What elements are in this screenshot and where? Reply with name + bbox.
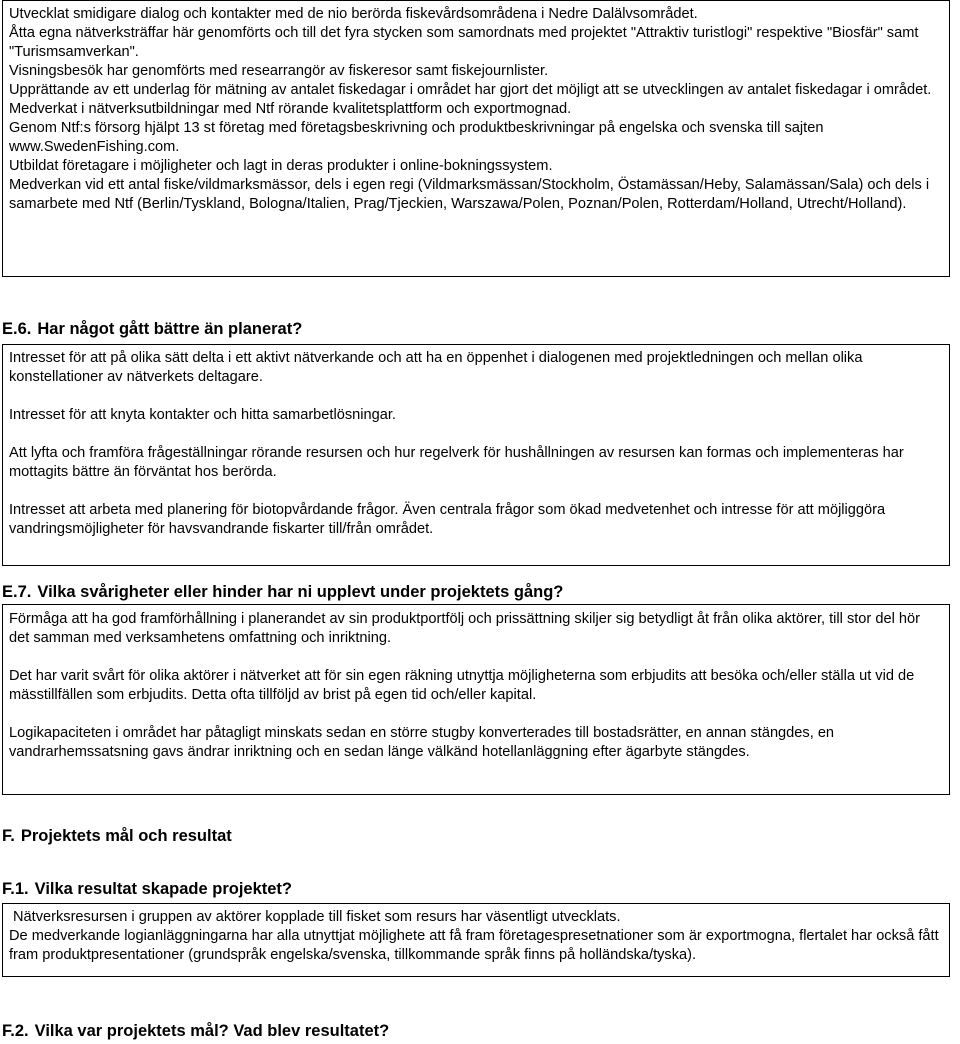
section-f1-heading	[2, 879, 292, 899]
section-f1-title: Vilka resultat skapade projektet?	[34, 880, 292, 898]
top-line-6: Genom Ntf:s försorg hjälpt 13 st företag med företagsbeskrivning och produktbeskrivningar på engelska och svenska till sajten www.SwedenFishing.com.	[9, 120, 824, 155]
section-e7-heading	[2, 582, 563, 602]
e7-paragraph-3: Logikapaciteten i området har påtagligt minskats sedan en större stugby konverterades till bostadsrätter, en annan stängdes, en vandrarhemssatsning gavs ändrar inriktning och en sedan länge välkänd hotellanläggning efter ägarbyte stängdes.	[9, 725, 835, 760]
e6-paragraph-4: Intresset att arbeta med planering för biotopvårdande frågor. Även centrala frågor som ökad medvetenhet och intresse för att möjliggöra vandringsmöjligheter för havsvandrande fiskarter till/från området.	[9, 502, 886, 537]
top-line-3: Visningsbesök har genomförts med researrangör av fiskeresor samt fiskejournlister.	[9, 63, 549, 79]
section-f-number: F.	[2, 827, 15, 845]
section-f1-number: F.1.	[2, 880, 29, 898]
e7-paragraph-1: Förmåga att ha god framförhållning i planerandet av sin produktportfölj och prissättning skiljer sig betydligt åt från olika aktörer, till stor del hör det samman med verksamhetens omfattning och inriktning.	[9, 611, 920, 646]
top-text-box	[2, 0, 950, 277]
section-e7-number: E.7.	[2, 583, 32, 601]
section-e6-box	[2, 344, 950, 566]
top-line-1: Utvecklat smidigare dialog och kontakter med de nio berörda fiskevårdsområdena i Nedre Dalälvsområdet.	[9, 6, 698, 22]
e6-paragraph-3: Att lyfta och framföra frågeställningar rörande resursen och hur regelverk för hushållningen av resursen kan formas och implementeras har mottagits bättre än förväntat hos berörda.	[9, 445, 904, 480]
top-line-7: Utbildat företagare i möjligheter och lagt in deras produkter i online-bokningssystem.	[9, 158, 553, 174]
section-e7-box	[2, 604, 950, 795]
f1-line-1: Nätverksresursen i gruppen av aktörer kopplade till fisket som resurs har väsentligt utvecklats.	[13, 909, 621, 925]
section-f1-box	[2, 903, 950, 977]
top-line-2: Åtta egna nätverksträffar här genomförts och till det fyra stycken som samordnats med projektet "Attraktiv turistlogi" respektive "Biosfär" samt "Turismsamverkan".	[9, 25, 919, 60]
section-f-title: Projektets mål och resultat	[20, 827, 232, 845]
top-line-4: Upprättande av ett underlag för mätning av antalet fiskedagar i området har gjort det möjligt att se utvecklingen av antalet fiskedagar i området.	[9, 82, 932, 98]
section-f2-heading	[2, 1021, 389, 1041]
section-f-heading	[2, 826, 232, 846]
e6-paragraph-2: Intresset för att knyta kontakter och hitta samarbetlösningar.	[9, 407, 396, 423]
section-e6-title: Har något gått bättre än planerat?	[37, 320, 303, 338]
section-f2-title: Vilka var projektets mål? Vad blev resultatet?	[34, 1022, 390, 1040]
e7-paragraph-2: Det har varit svårt för olika aktörer i nätverket att för sin egen räkning utnyttja möjligheterna som erbjudits att besöka och/eller ställa ut vid de mässtillfällen som erbjudits. Detta ofta tillföljd av brist på egen tid och/eller kapital.	[9, 668, 915, 703]
section-e7-title: Vilka svårigheter eller hinder har ni upplevt under projektets gång?	[37, 583, 564, 601]
section-e6-heading	[2, 319, 302, 339]
f1-line-2: De medverkande logianläggningarna har alla utnyttjat möjlighete att få fram företagespresetnationer som är exportmogna, flertalet har också fått fram produktpresentationer (grundspråk engelska/svenska, tillkommande språk finns på holländska/tyska).	[9, 928, 939, 963]
section-e6-number: E.6.	[2, 320, 32, 338]
top-line-8: Medverkan vid ett antal fiske/vildmarksmässor, dels i egen regi (Vildmarksmässan/Stockholm, Östamässan/Heby, Salamässan/Sala) och dels i samarbete med Ntf (Berlin/Tyskland, Bologna/Italien, Prag/Tjeckien, Warszawa/Polen, Poznan/Polen, Rotterdam/Holland, Utrecht/Holland).	[9, 177, 930, 212]
section-f2-number: F.2.	[2, 1022, 29, 1040]
top-line-5: Medverkat i nätverksutbildningar med Ntf rörande kvalitetsplattform och exportmognad.	[9, 101, 572, 117]
e6-paragraph-1: Intresset för att på olika sätt delta i ett aktivt nätverkande och att ha en öppenhet i dialogenen med projektledningen och mellan olika konstellationer av nätverkets deltagare.	[9, 350, 863, 385]
